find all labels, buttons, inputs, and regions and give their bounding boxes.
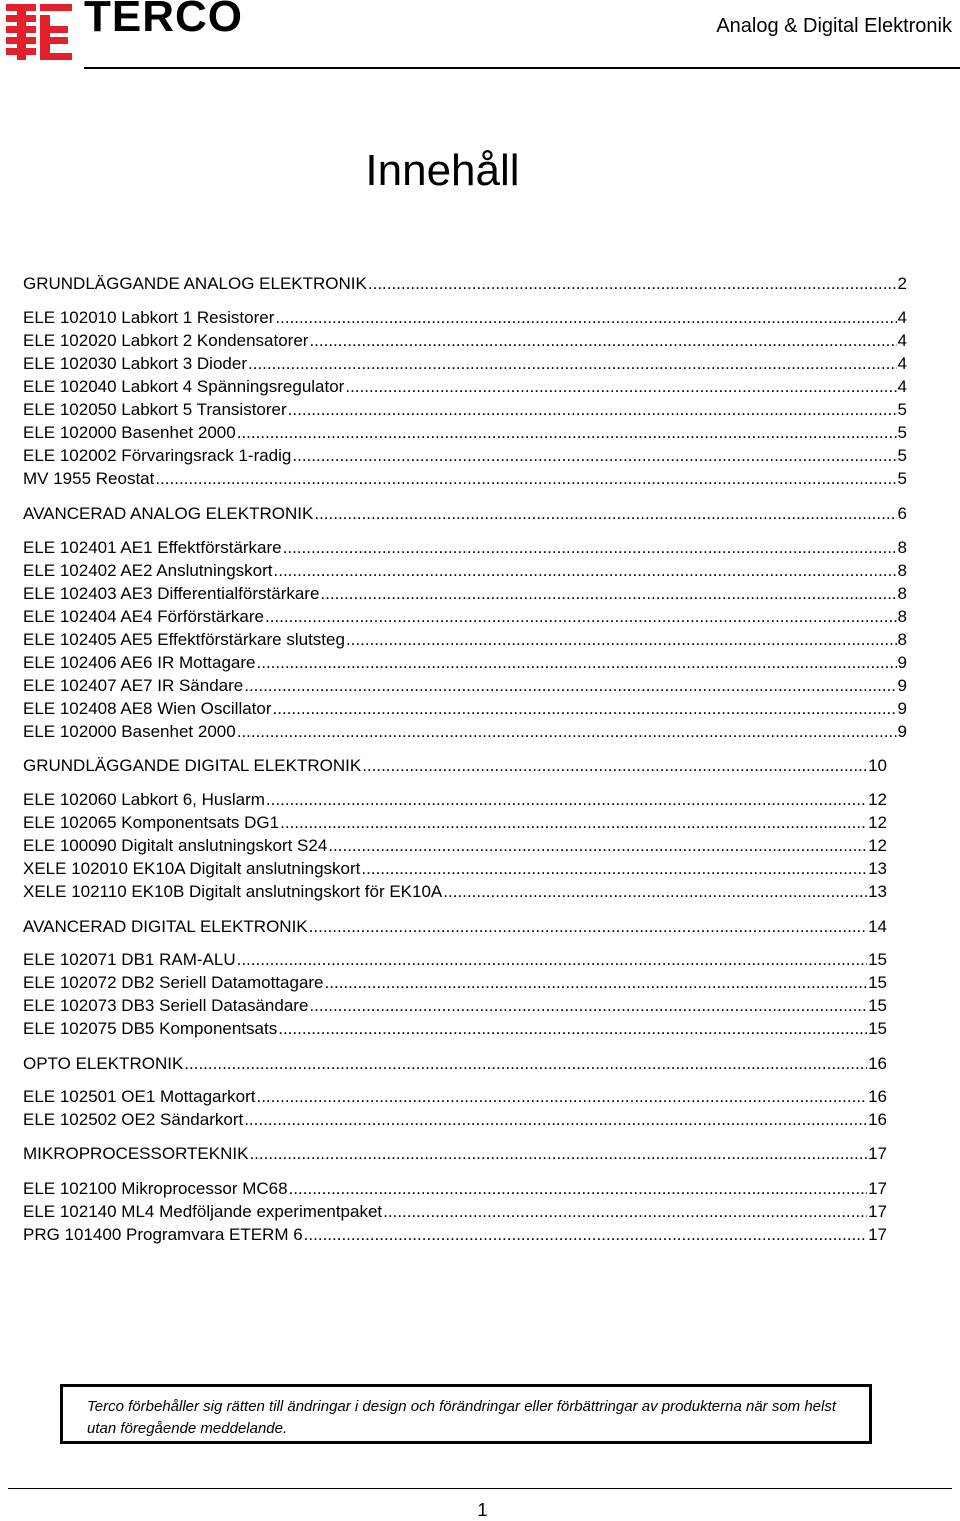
toc-dot-leader	[274, 559, 897, 582]
toc-entry[interactable]	[23, 1223, 887, 1246]
toc-entry-page: 4	[897, 354, 907, 373]
toc-entry[interactable]	[23, 375, 907, 398]
toc-dot-leader	[257, 651, 897, 674]
toc-entry-label: ELE 102502 OE2 Sändarkort	[23, 1110, 244, 1129]
toc-entry-page: 10	[868, 756, 887, 775]
toc-entry-label: MV 1955 Reostat	[23, 469, 155, 488]
toc-dot-leader	[368, 272, 897, 295]
disclaimer-notice	[60, 1384, 872, 1444]
toc-dot-leader	[280, 811, 867, 834]
toc-entry[interactable]	[23, 754, 887, 777]
toc-entry-label: AVANCERAD DIGITAL ELEKTRONIK	[23, 917, 308, 936]
toc-entry-label: ELE 102100 Mikroprocessor MC68	[23, 1179, 288, 1198]
toc-entry-page: 12	[868, 836, 887, 855]
toc-entry-label: ELE 102401 AE1 Effektförstärkare	[23, 538, 282, 557]
toc-dot-leader	[314, 502, 896, 525]
logo-wordmark: TERCO	[84, 0, 243, 41]
toc-entry-page: 17	[868, 1202, 887, 1221]
toc-entry[interactable]	[23, 1177, 887, 1200]
toc-entry[interactable]	[23, 398, 907, 421]
toc-entry[interactable]	[23, 444, 907, 467]
toc-entry-label: ELE 102065 Komponentsats DG1	[23, 813, 280, 832]
toc-dot-leader	[288, 398, 897, 421]
toc-entry-label: ELE 102020 Labkort 2 Kondensatorer	[23, 331, 309, 350]
disclaimer-text: Terco förbehåller sig rätten till ändringar i design och förändringar eller förbättringar av produkterna när som helst utan föregående meddelande.	[87, 1398, 837, 1437]
toc-entry-page: 15	[868, 973, 887, 992]
toc-entry[interactable]	[23, 948, 887, 971]
toc-entry-label: GRUNDLÄGGANDE ANALOG ELEKTRONIK	[23, 274, 367, 293]
toc-entry[interactable]	[23, 834, 887, 857]
toc-entry-page: 8	[897, 561, 907, 580]
toc-dot-leader	[289, 1177, 868, 1200]
toc-entry-page: 8	[897, 630, 907, 649]
toc-entry-page: 5	[897, 469, 907, 488]
toc-entry-label: ELE 102140 ML4 Medföljande experimentpaket	[23, 1202, 383, 1221]
toc-entry-page: 9	[897, 699, 907, 718]
toc-entry[interactable]	[23, 1052, 887, 1075]
toc-dot-leader	[278, 1017, 867, 1040]
toc-entry-page: 5	[897, 423, 907, 442]
toc-entry-label: ELE 102010 Labkort 1 Resistorer	[23, 308, 275, 327]
toc-entry[interactable]	[23, 272, 907, 295]
toc-dot-leader	[346, 628, 897, 651]
toc-entry-page: 5	[897, 446, 907, 465]
toc-entry[interactable]	[23, 1108, 887, 1131]
toc-entry[interactable]	[23, 582, 907, 605]
toc-entry-page: 8	[897, 538, 907, 557]
toc-entry-page: 13	[868, 882, 887, 901]
toc-entry-page: 4	[897, 331, 907, 350]
toc-entry-page: 9	[897, 722, 907, 741]
toc-dot-leader	[265, 605, 897, 628]
toc-entry-label: ELE 102402 AE2 Anslutningskort	[23, 561, 273, 580]
terco-logo-icon	[6, 2, 74, 62]
toc-entry-page: 15	[868, 950, 887, 969]
toc-entry[interactable]	[23, 1017, 887, 1040]
toc-entry-label: ELE 102403 AE3 Differentialförstärkare	[23, 584, 320, 603]
toc-dot-leader	[237, 948, 867, 971]
page-number: 1	[477, 1500, 488, 1520]
toc-entry[interactable]	[23, 559, 907, 582]
toc-dot-leader	[443, 880, 867, 903]
toc-dot-leader	[266, 788, 867, 811]
toc-entry[interactable]	[23, 720, 907, 743]
toc-entry[interactable]	[23, 421, 907, 444]
toc-entry-page: 15	[868, 996, 887, 1015]
toc-entry-label: ELE 102000 Basenhet 2000	[23, 722, 236, 741]
toc-entry-label: ELE 102060 Labkort 6, Huslarm	[23, 790, 265, 809]
toc-entry-page: 4	[897, 377, 907, 396]
toc-entry-page: 4	[897, 308, 907, 327]
toc-dot-leader	[309, 329, 896, 352]
toc-dot-leader	[237, 421, 897, 444]
toc-dot-leader	[237, 720, 897, 743]
toc-entry-label: ELE 102408 AE8 Wien Oscillator	[23, 699, 272, 718]
toc-entry[interactable]	[23, 880, 887, 903]
toc-dot-leader	[345, 375, 896, 398]
toc-entry[interactable]	[23, 329, 907, 352]
page-title: Innehåll	[365, 146, 520, 195]
toc-entry-page: 15	[868, 1019, 887, 1038]
toc-entry[interactable]	[23, 352, 907, 375]
toc-entry-page: 13	[868, 859, 887, 878]
toc-entry-label: ELE 102407 AE7 IR Sändare	[23, 676, 244, 695]
toc-dot-leader	[292, 444, 896, 467]
toc-entry[interactable]	[23, 788, 887, 811]
toc-entry[interactable]	[23, 811, 887, 834]
toc-dot-leader	[383, 1200, 867, 1223]
toc-entry-label: XELE 102110 EK10B Digitalt anslutningskort för EK10A	[23, 882, 443, 901]
toc-entry[interactable]	[23, 1142, 887, 1165]
toc-entry-label: ELE 102030 Labkort 3 Dioder	[23, 354, 247, 373]
toc-entry-label: ELE 102501 OE1 Mottagarkort	[23, 1087, 256, 1106]
toc-dot-leader	[309, 994, 867, 1017]
toc-entry-page: 12	[868, 790, 887, 809]
toc-entry-label: ELE 102040 Labkort 4 Spänningsregulator	[23, 377, 345, 396]
toc-entry-page: 8	[897, 607, 907, 626]
toc-entry-page: 2	[897, 274, 907, 293]
toc-entry-label: ELE 102000 Basenhet 2000	[23, 423, 236, 442]
toc-entry-page: 9	[897, 653, 907, 672]
toc-dot-leader	[361, 857, 867, 880]
toc-entry[interactable]	[23, 971, 887, 994]
toc-entry[interactable]	[23, 605, 907, 628]
toc-entry-label: ELE 102050 Labkort 5 Transistorer	[23, 400, 287, 419]
toc-entry[interactable]	[23, 467, 907, 490]
toc-entry-label: MIKROPROCESSORTEKNIK	[23, 1144, 249, 1163]
toc-entry[interactable]	[23, 1085, 887, 1108]
toc-dot-leader	[155, 467, 896, 490]
toc-entry-label: GRUNDLÄGGANDE DIGITAL ELEKTRONIK	[23, 756, 362, 775]
toc-dot-leader	[304, 1223, 867, 1246]
toc-entry-label: ELE 102071 DB1 RAM-ALU	[23, 950, 236, 969]
toc-dot-leader	[249, 1142, 867, 1165]
toc-entry-page: 9	[897, 676, 907, 695]
toc-entry-page: 14	[868, 917, 887, 936]
toc-entry-label: AVANCERAD ANALOG ELEKTRONIK	[23, 504, 314, 523]
footer-divider	[8, 1488, 952, 1489]
toc-dot-leader	[273, 697, 897, 720]
toc-entry-label: ELE 102072 DB2 Seriell Datamottagare	[23, 973, 324, 992]
toc-entry[interactable]	[23, 915, 887, 938]
toc-entry[interactable]	[23, 502, 907, 525]
toc-entry-label: XELE 102010 EK10A Digitalt anslutningskort	[23, 859, 361, 878]
toc-entry-label: ELE 102406 AE6 IR Mottagare	[23, 653, 256, 672]
toc-entry-page: 16	[868, 1110, 887, 1129]
toc-dot-leader	[244, 674, 896, 697]
toc-entry-label: ELE 102073 DB3 Seriell Datasändare	[23, 996, 309, 1015]
toc-dot-leader	[248, 352, 897, 375]
toc-entry[interactable]	[23, 536, 907, 559]
toc-entry[interactable]	[23, 628, 907, 651]
toc-entry[interactable]	[23, 306, 907, 329]
toc-entry-page: 5	[897, 400, 907, 419]
toc-entry[interactable]	[23, 674, 907, 697]
toc-entry-page: 6	[897, 504, 907, 523]
toc-dot-leader	[275, 306, 896, 329]
toc-entry-label: ELE 102404 AE4 Förförstärkare	[23, 607, 264, 626]
toc-dot-leader	[362, 754, 867, 777]
page-header	[0, 0, 960, 70]
toc-entry-page: 16	[868, 1087, 887, 1106]
toc-dot-leader	[328, 834, 867, 857]
toc-dot-leader	[325, 971, 868, 994]
toc-entry-page: 16	[868, 1054, 887, 1073]
toc-entry-page: 12	[868, 813, 887, 832]
toc-entry-label: ELE 100090 Digitalt anslutningskort S24	[23, 836, 328, 855]
toc-entry-page: 17	[868, 1225, 887, 1244]
toc-dot-leader	[184, 1052, 867, 1075]
toc-entry[interactable]	[23, 697, 907, 720]
toc-dot-leader	[256, 1085, 867, 1108]
toc-entry-page: 17	[868, 1179, 887, 1198]
toc-entry[interactable]	[23, 994, 887, 1017]
header-title: Analog & Digital Elektronik	[716, 15, 952, 37]
toc-dot-leader	[309, 915, 867, 938]
toc-entry-label: OPTO ELEKTRONIK	[23, 1054, 184, 1073]
toc-entry-page: 17	[868, 1144, 887, 1163]
toc-dot-leader	[244, 1108, 867, 1131]
toc-entry-label: ELE 102002 Förvaringsrack 1-radig	[23, 446, 292, 465]
toc-dot-leader	[320, 582, 896, 605]
header-divider	[84, 67, 960, 69]
toc-entry[interactable]	[23, 1200, 887, 1223]
toc-entry-label: ELE 102075 DB5 Komponentsats	[23, 1019, 278, 1038]
toc-entry[interactable]	[23, 651, 907, 674]
toc-entry-label: ELE 102405 AE5 Effektförstärkare slutsteg	[23, 630, 345, 649]
toc-entry-page: 8	[897, 584, 907, 603]
toc-dot-leader	[283, 536, 897, 559]
toc-entry-label: PRG 101400 Programvara ETERM 6	[23, 1225, 303, 1244]
toc-entry[interactable]	[23, 857, 887, 880]
